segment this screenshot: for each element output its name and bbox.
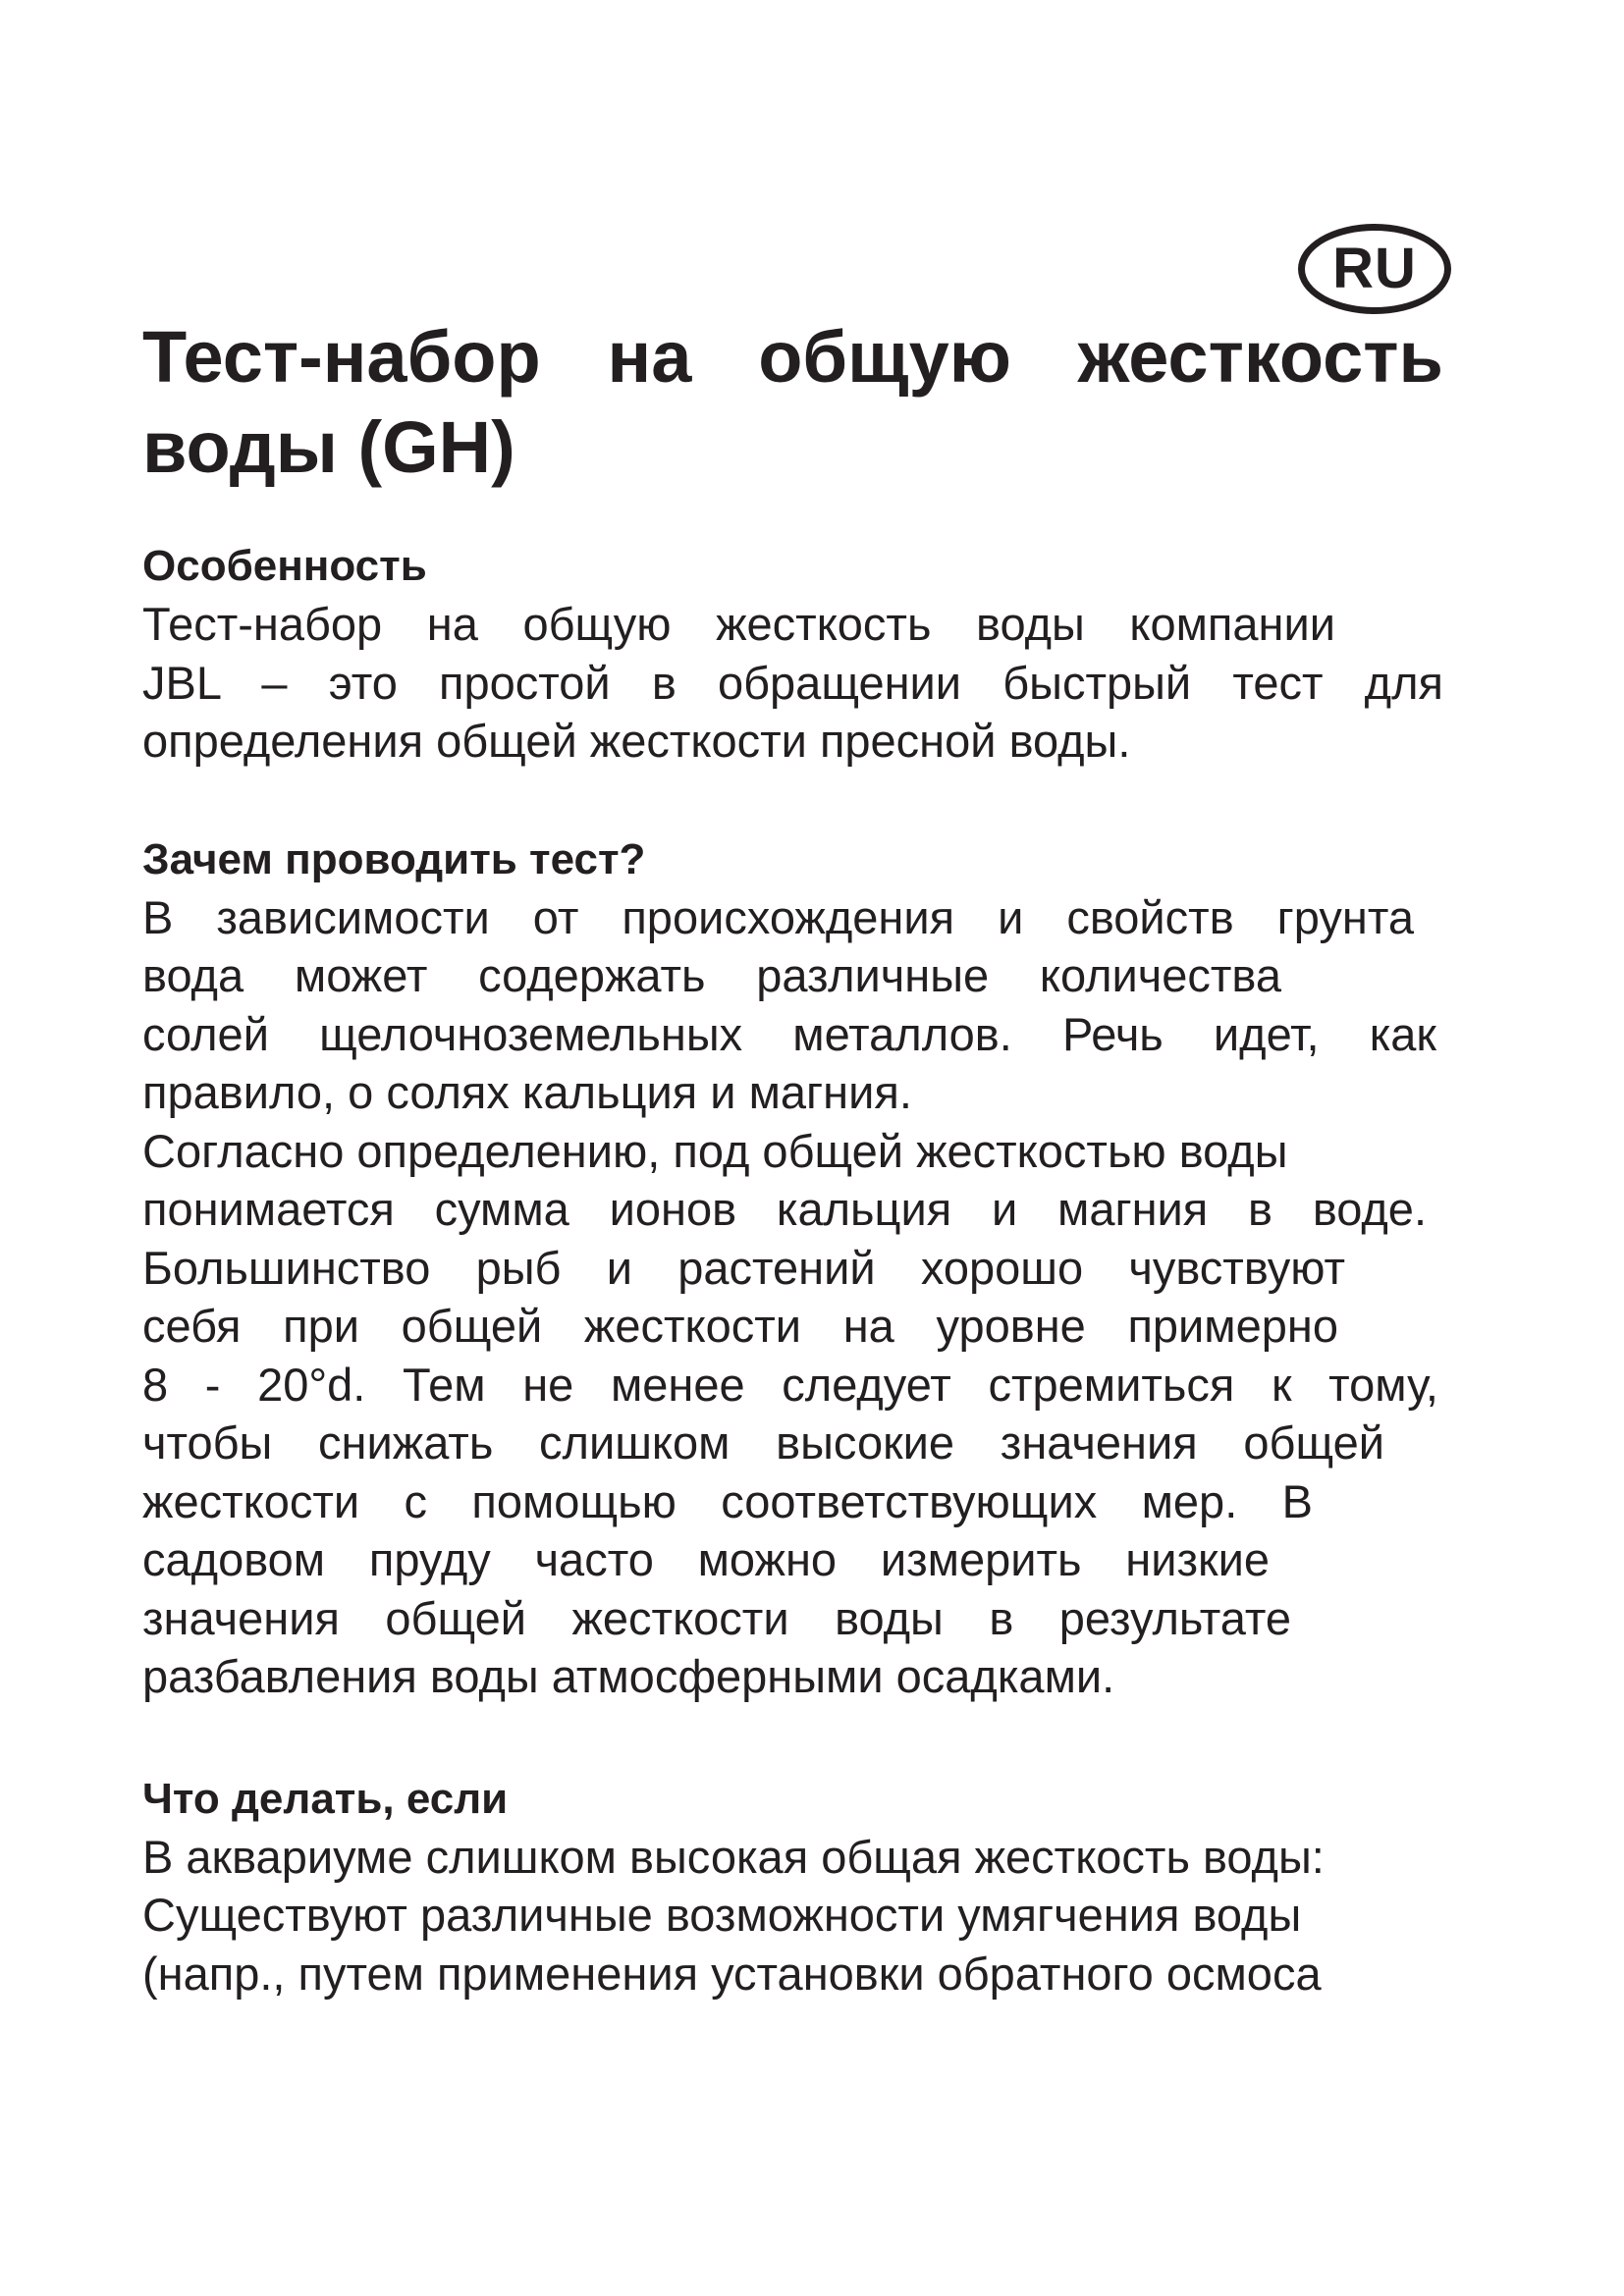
- language-badge: [1298, 224, 1451, 314]
- section-heading: Особенность: [142, 542, 427, 590]
- section-why-test: [142, 831, 1458, 1706]
- paragraph-line: садовом пруду часто можно измерить низкие: [142, 1533, 1270, 1585]
- page-title-line-2: воды (GH): [142, 406, 515, 488]
- paragraph-line: Тест-набор на общую жесткость воды компании: [142, 598, 1335, 650]
- paragraph-line: правило, о солях кальция и магния.: [142, 1066, 912, 1118]
- page-title: [142, 312, 1458, 493]
- paragraph-line: разбавления воды атмосферными осадками.: [142, 1650, 1115, 1702]
- paragraph-line: жесткости с помощью соответствующих мер. В: [142, 1474, 1313, 1527]
- paragraph-line: чтобы снижать слишком высокие значения общей: [142, 1416, 1384, 1468]
- paragraph-line: себя при общей жесткости на уровне примерно: [142, 1300, 1338, 1352]
- paragraph-line: В аквариуме слишком высокая общая жесткость воды:: [142, 1830, 1325, 1883]
- section-heading: Зачем проводить тест?: [142, 834, 646, 883]
- section-heading: Что делать, если: [142, 1774, 509, 1823]
- language-badge-label: RU: [1332, 237, 1417, 300]
- paragraph-line: понимается сумма ионов кальция и магния в воде.: [142, 1183, 1427, 1235]
- paragraph-line: (напр., путем применения установки обратного осмоса: [142, 1947, 1322, 2000]
- paragraph-line: определения общей жесткости пресной воды.: [142, 715, 1131, 767]
- paragraph-line: JBL – это простой в обращении быстрый тест для: [142, 656, 1443, 709]
- page-title-line-1: Тест-набор на общую жесткость: [142, 316, 1443, 398]
- paragraph-line: 8 - 20°d. Тем не менее следует стремиться к тому,: [142, 1358, 1438, 1411]
- paragraph-line: значения общей жесткости воды в результате: [142, 1591, 1291, 1644]
- paragraph-line: вода может содержать различные количества: [142, 949, 1281, 1001]
- paragraph-line: Существуют различные возможности умягчения воды: [142, 1889, 1302, 1941]
- section-feature: [142, 538, 1458, 771]
- document-content: [142, 312, 1458, 2002]
- section-what-to-do: [142, 1771, 1458, 2003]
- paragraph-line: Большинство рыб и растений хорошо чувствуют: [142, 1241, 1345, 1294]
- paragraph-line: В зависимости от происхождения и свойств грунта: [142, 890, 1414, 943]
- paragraph-line: Согласно определению, под общей жесткостью воды: [142, 1124, 1288, 1177]
- paragraph-line: солей щелочноземельных металлов. Речь идет, как: [142, 1007, 1436, 1060]
